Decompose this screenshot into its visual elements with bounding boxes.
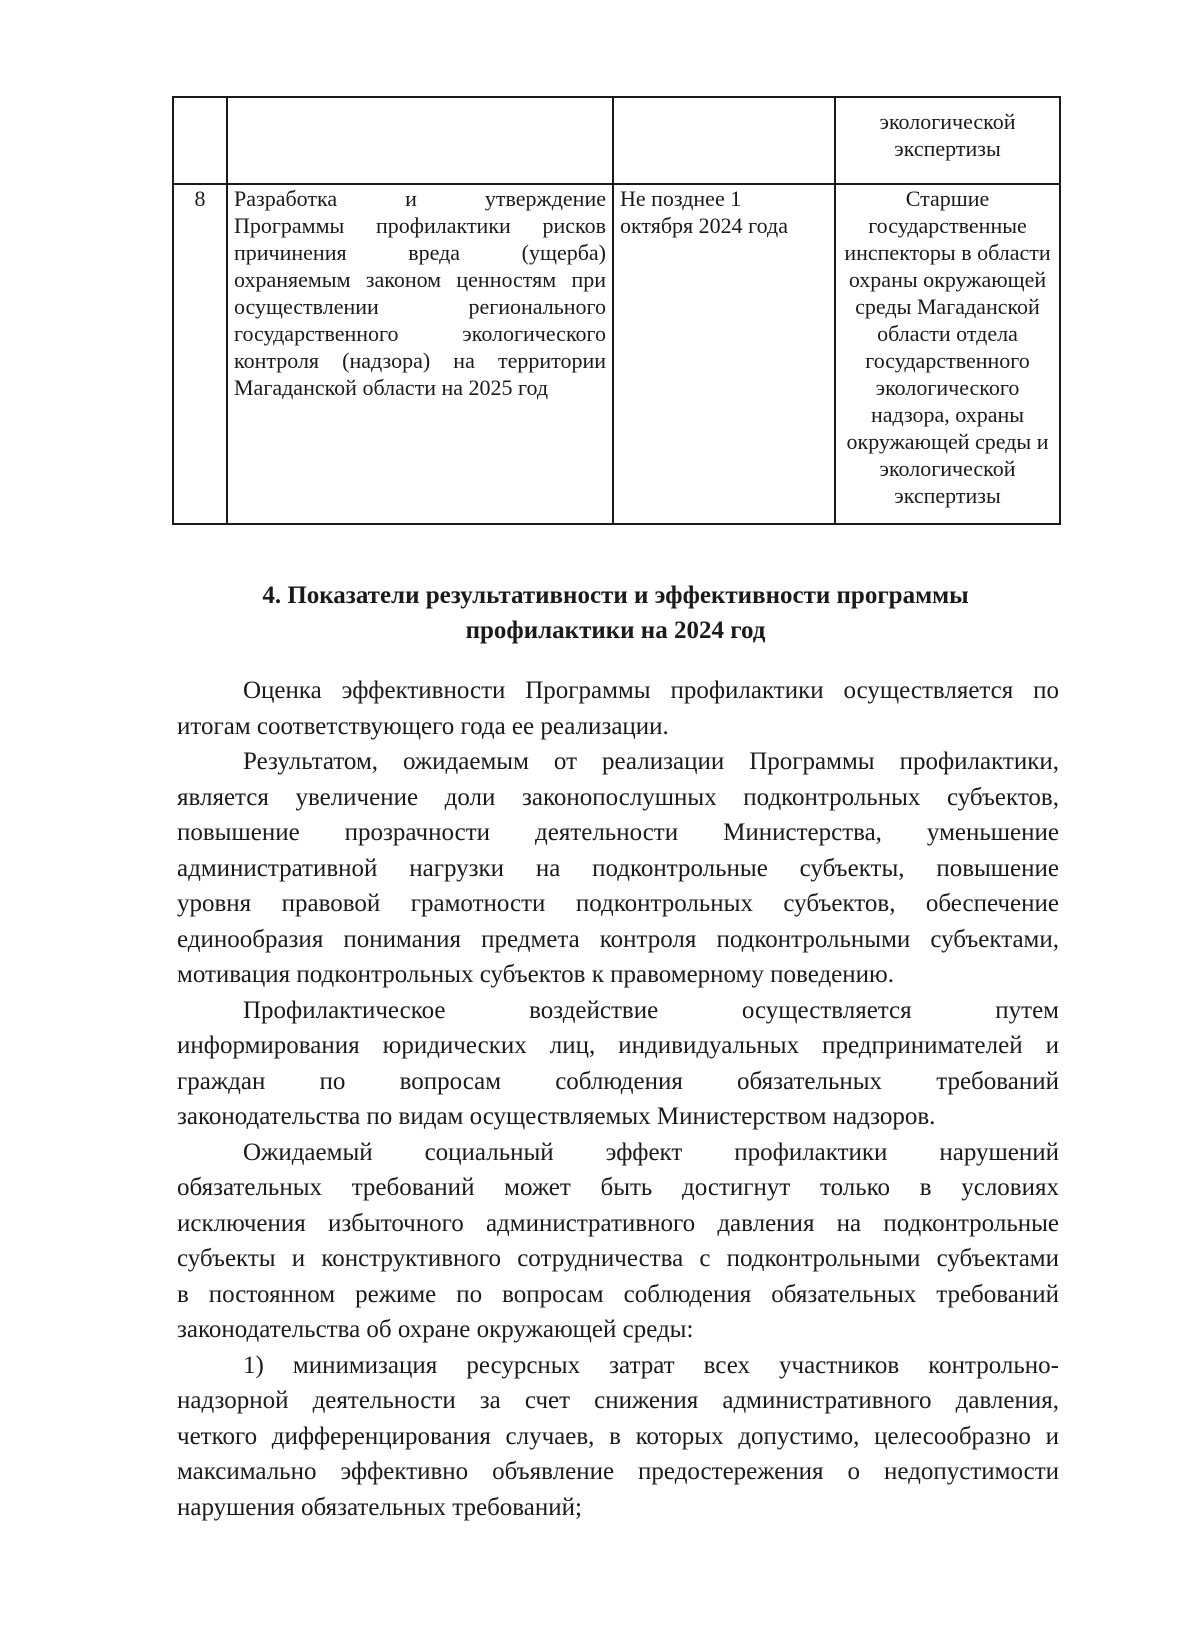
text-line: максимально эффективно объявление предостережения о недопустимости xyxy=(177,1458,1059,1485)
text-line: в постоянном режиме по вопросам соблюдения обязательных требований xyxy=(177,1280,1059,1308)
text-line: единообразия понимания предмета контроля подконтрольными субъектами, xyxy=(177,925,1059,953)
table-cell-number: 8 xyxy=(173,184,227,524)
table-cell-responsible xyxy=(835,97,1060,184)
table-cell-responsible xyxy=(835,184,1060,524)
table-cell-deadline xyxy=(613,97,835,184)
paragraph xyxy=(177,1135,1059,1348)
paragraph xyxy=(177,744,1059,993)
text-line: Результатом, ожидаемым от реализации Программы профилактики, xyxy=(243,748,1059,775)
activity-line: Разработка и утверждение xyxy=(234,186,606,211)
responsible-line: окружающей среды и xyxy=(846,429,1049,454)
section-heading xyxy=(172,578,1059,648)
responsible-line: среды Магаданской xyxy=(855,294,1040,319)
table-cell-activity xyxy=(227,184,613,524)
activity-plan-table xyxy=(172,96,1061,525)
text-line: является увеличение доли законопослушных подконтрольных субъектов, xyxy=(177,783,1059,811)
activity-line: охраняемым законом ценностям при xyxy=(234,267,606,292)
text-line: исключения избыточного административного давления на подконтрольные xyxy=(177,1209,1059,1237)
text-line: граждан по вопросам соблюдения обязательных требований xyxy=(177,1067,1059,1095)
responsible-line: инспекторы в области xyxy=(844,240,1051,265)
responsible-line: экологической xyxy=(879,456,1016,481)
table-row-8 xyxy=(173,184,1060,524)
heading-line: 4. Показатели результативности и эффективности программы xyxy=(262,582,969,609)
activity-line: Программы профилактики рисков xyxy=(234,213,606,238)
activity-line: осуществлении регионального xyxy=(234,294,606,319)
text-line: обязательных требований может быть достигнут только в условиях xyxy=(177,1174,1059,1201)
text-line: итогам соответствующего года ее реализации. xyxy=(177,712,669,740)
text-line: нарушения обязательных требований; xyxy=(177,1493,582,1521)
paragraph xyxy=(177,673,1059,744)
activity-line: причинения вреда (ущерба) xyxy=(234,240,606,265)
responsible-line: охраны окружающей xyxy=(848,267,1047,292)
responsible-line: Старшие xyxy=(905,186,990,211)
text-line: Ожидаемый социальный эффект профилактики нарушений xyxy=(243,1138,1059,1166)
responsible-line: экспертизы xyxy=(894,483,1001,508)
activity-line: контроля (надзора) на территории xyxy=(234,348,606,373)
text-line: Профилактическое воздействие осуществляется путем xyxy=(243,996,1059,1024)
responsible-line: государственные xyxy=(868,213,1027,238)
deadline-line: октября 2024 года xyxy=(620,213,788,238)
responsible-line: надзора, охраны xyxy=(870,402,1025,427)
activity-line: Магаданской области на 2025 год xyxy=(234,375,549,400)
responsible-line: государственного xyxy=(865,348,1030,373)
table-cell-activity xyxy=(227,97,613,184)
paragraph xyxy=(177,1348,1059,1526)
heading-line: профилактики на 2024 год xyxy=(465,617,766,644)
responsible-line: области отдела xyxy=(877,321,1018,346)
text-line: повышение прозрачности деятельности Министерства, уменьшение xyxy=(177,819,1059,846)
text-line: информирования юридических лиц, индивидуальных предпринимателей и xyxy=(177,1032,1059,1059)
body-text xyxy=(177,673,1059,1525)
responsible-line: экспертизы xyxy=(894,136,1001,161)
text-line: надзорной деятельности за счет снижения административного давления, xyxy=(177,1387,1059,1414)
text-line: мотивация подконтрольных субъектов к правомерному поведению. xyxy=(177,961,894,988)
text-line: административной нагрузки на подконтрольные субъекты, повышение xyxy=(177,854,1059,882)
table-cell-number xyxy=(173,97,227,184)
activity-line: государственного экологического xyxy=(234,321,606,346)
responsible-line: экологического xyxy=(875,375,1020,400)
table-row-continued xyxy=(173,97,1060,184)
deadline-line: Не позднее 1 xyxy=(620,186,742,211)
text-line: субъекты и конструктивного сотрудничества с подконтрольными субъектами xyxy=(177,1245,1059,1272)
table-cell-deadline xyxy=(613,184,835,524)
responsible-line: экологической xyxy=(879,109,1016,134)
text-line: законодательства об охране окружающей среды: xyxy=(177,1316,694,1343)
text-line: четкого дифференцирования случаев, в которых допустимо, целесообразно и xyxy=(177,1422,1059,1450)
text-line: Оценка эффективности Программы профилактики осуществляется по xyxy=(243,677,1059,704)
paragraph xyxy=(177,993,1059,1135)
text-line: уровня правовой грамотности подконтрольных субъектов, обеспечение xyxy=(177,890,1059,917)
text-line: 1) минимизация ресурсных затрат всех участников контрольно- xyxy=(243,1351,1059,1379)
text-line: законодательства по видам осуществляемых Министерством надзоров. xyxy=(177,1103,936,1130)
